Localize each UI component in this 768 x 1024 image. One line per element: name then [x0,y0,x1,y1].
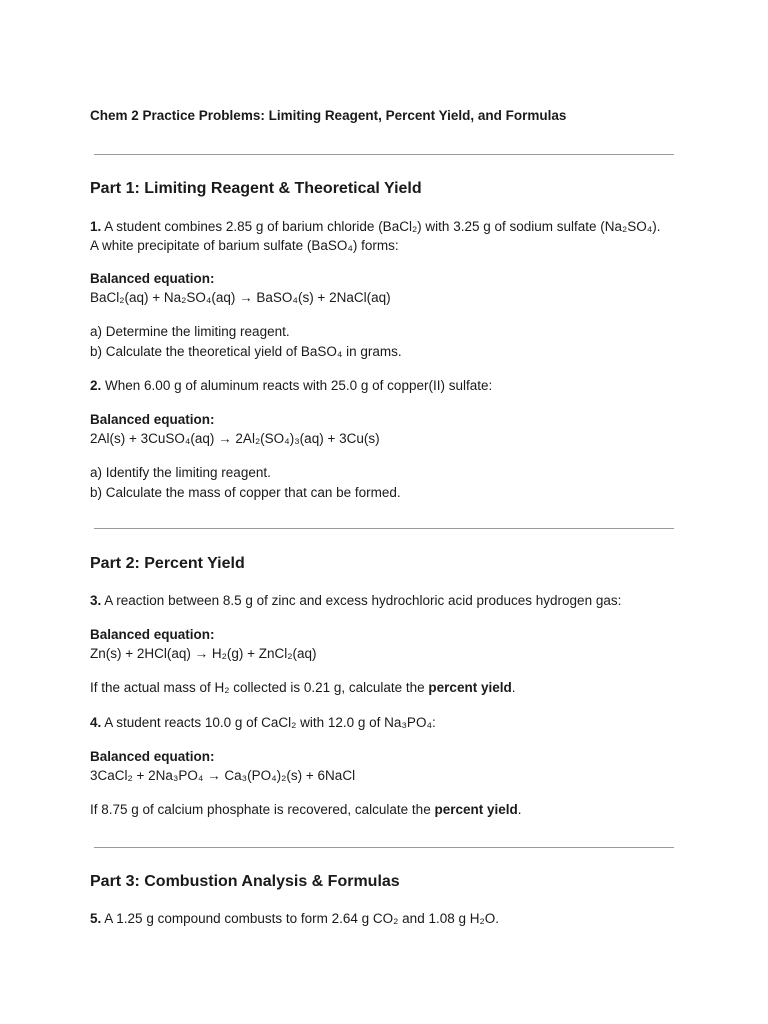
q1-number: 1. [90,219,102,234]
q2-number: 2. [90,378,102,393]
q3-followup-text: If the actual mass of H₂ collected is 0.21 g, calculate the [90,680,429,695]
q3-followup-emphasis: percent yield [428,680,512,695]
q1-text-line1 [90,217,661,236]
q3-text: A reaction between 8.5 g of zinc and excess hydrochloric acid produces hydrogen gas: [104,593,622,608]
q2-text-line [90,376,492,395]
part2-heading: Part 2: Percent Yield [90,555,245,572]
q2-equation-label: Balanced equation: [90,412,215,427]
q3-followup-end: . [511,680,516,695]
q2-part-b: b) Calculate the mass of copper that can be formed. [90,485,401,500]
q1-text-line2: A white precipitate of barium sulfate (BaSO₄) forms: [90,238,399,253]
q3-number: 3. [90,593,102,608]
divider [94,528,674,529]
q2-equation: 2Al(s) + 3CuSO₄(aq) → 2Al₂(SO₄)₃(aq) + 3Cu(s) [90,431,380,446]
q3-equation: Zn(s) + 2HCl(aq) → H₂(g) + ZnCl₂(aq) [90,646,317,661]
part1-heading: Part 1: Limiting Reagent & Theoretical Yield [90,180,422,197]
q4-followup-emphasis: percent yield [434,802,518,817]
q4-equation: 3CaCl₂ + 2Na₃PO₄ → Ca₃(PO₄)₂(s) + 6NaCl [90,768,356,783]
page-title: Chem 2 Practice Problems: Limiting Reagent, Percent Yield, and Formulas [90,108,567,123]
divider [94,847,674,848]
q2-text: When 6.00 g of aluminum reacts with 25.0 g of copper(II) sulfate: [105,378,493,393]
q2-part-a: a) Identify the limiting reagent. [90,465,271,480]
q5-number: 5. [90,911,102,926]
q1-part-a: a) Determine the limiting reagent. [90,324,290,339]
q3-followup [90,678,515,697]
part3-heading: Part 3: Combustion Analysis & Formulas [90,873,400,890]
q4-followup-text: If 8.75 g of calcium phosphate is recovered, calculate the [90,802,435,817]
q1-equation-label: Balanced equation: [90,271,215,286]
q4-followup-end: . [517,802,522,817]
q1-text: A student combines 2.85 g of barium chloride (BaCl₂) with 3.25 g of sodium sulfate (Na₂SO₄). [104,219,661,234]
divider [94,154,674,155]
q5-text-line [90,909,499,928]
q3-equation-label: Balanced equation: [90,627,215,642]
q1-equation: BaCl₂(aq) + Na₂SO₄(aq) → BaSO₄(s) + 2NaCl(aq) [90,290,391,305]
q4-equation-label: Balanced equation: [90,749,215,764]
q4-number: 4. [90,715,102,730]
q4-followup [90,800,522,819]
q3-text-line [90,591,621,610]
q4-text: A student reacts 10.0 g of CaCl₂ with 12.0 g of Na₃PO₄: [104,715,436,730]
q4-text-line [90,713,436,732]
q1-part-b: b) Calculate the theoretical yield of BaSO₄ in grams. [90,344,402,359]
q5-text: A 1.25 g compound combusts to form 2.64 g CO₂ and 1.08 g H₂O. [104,911,499,926]
